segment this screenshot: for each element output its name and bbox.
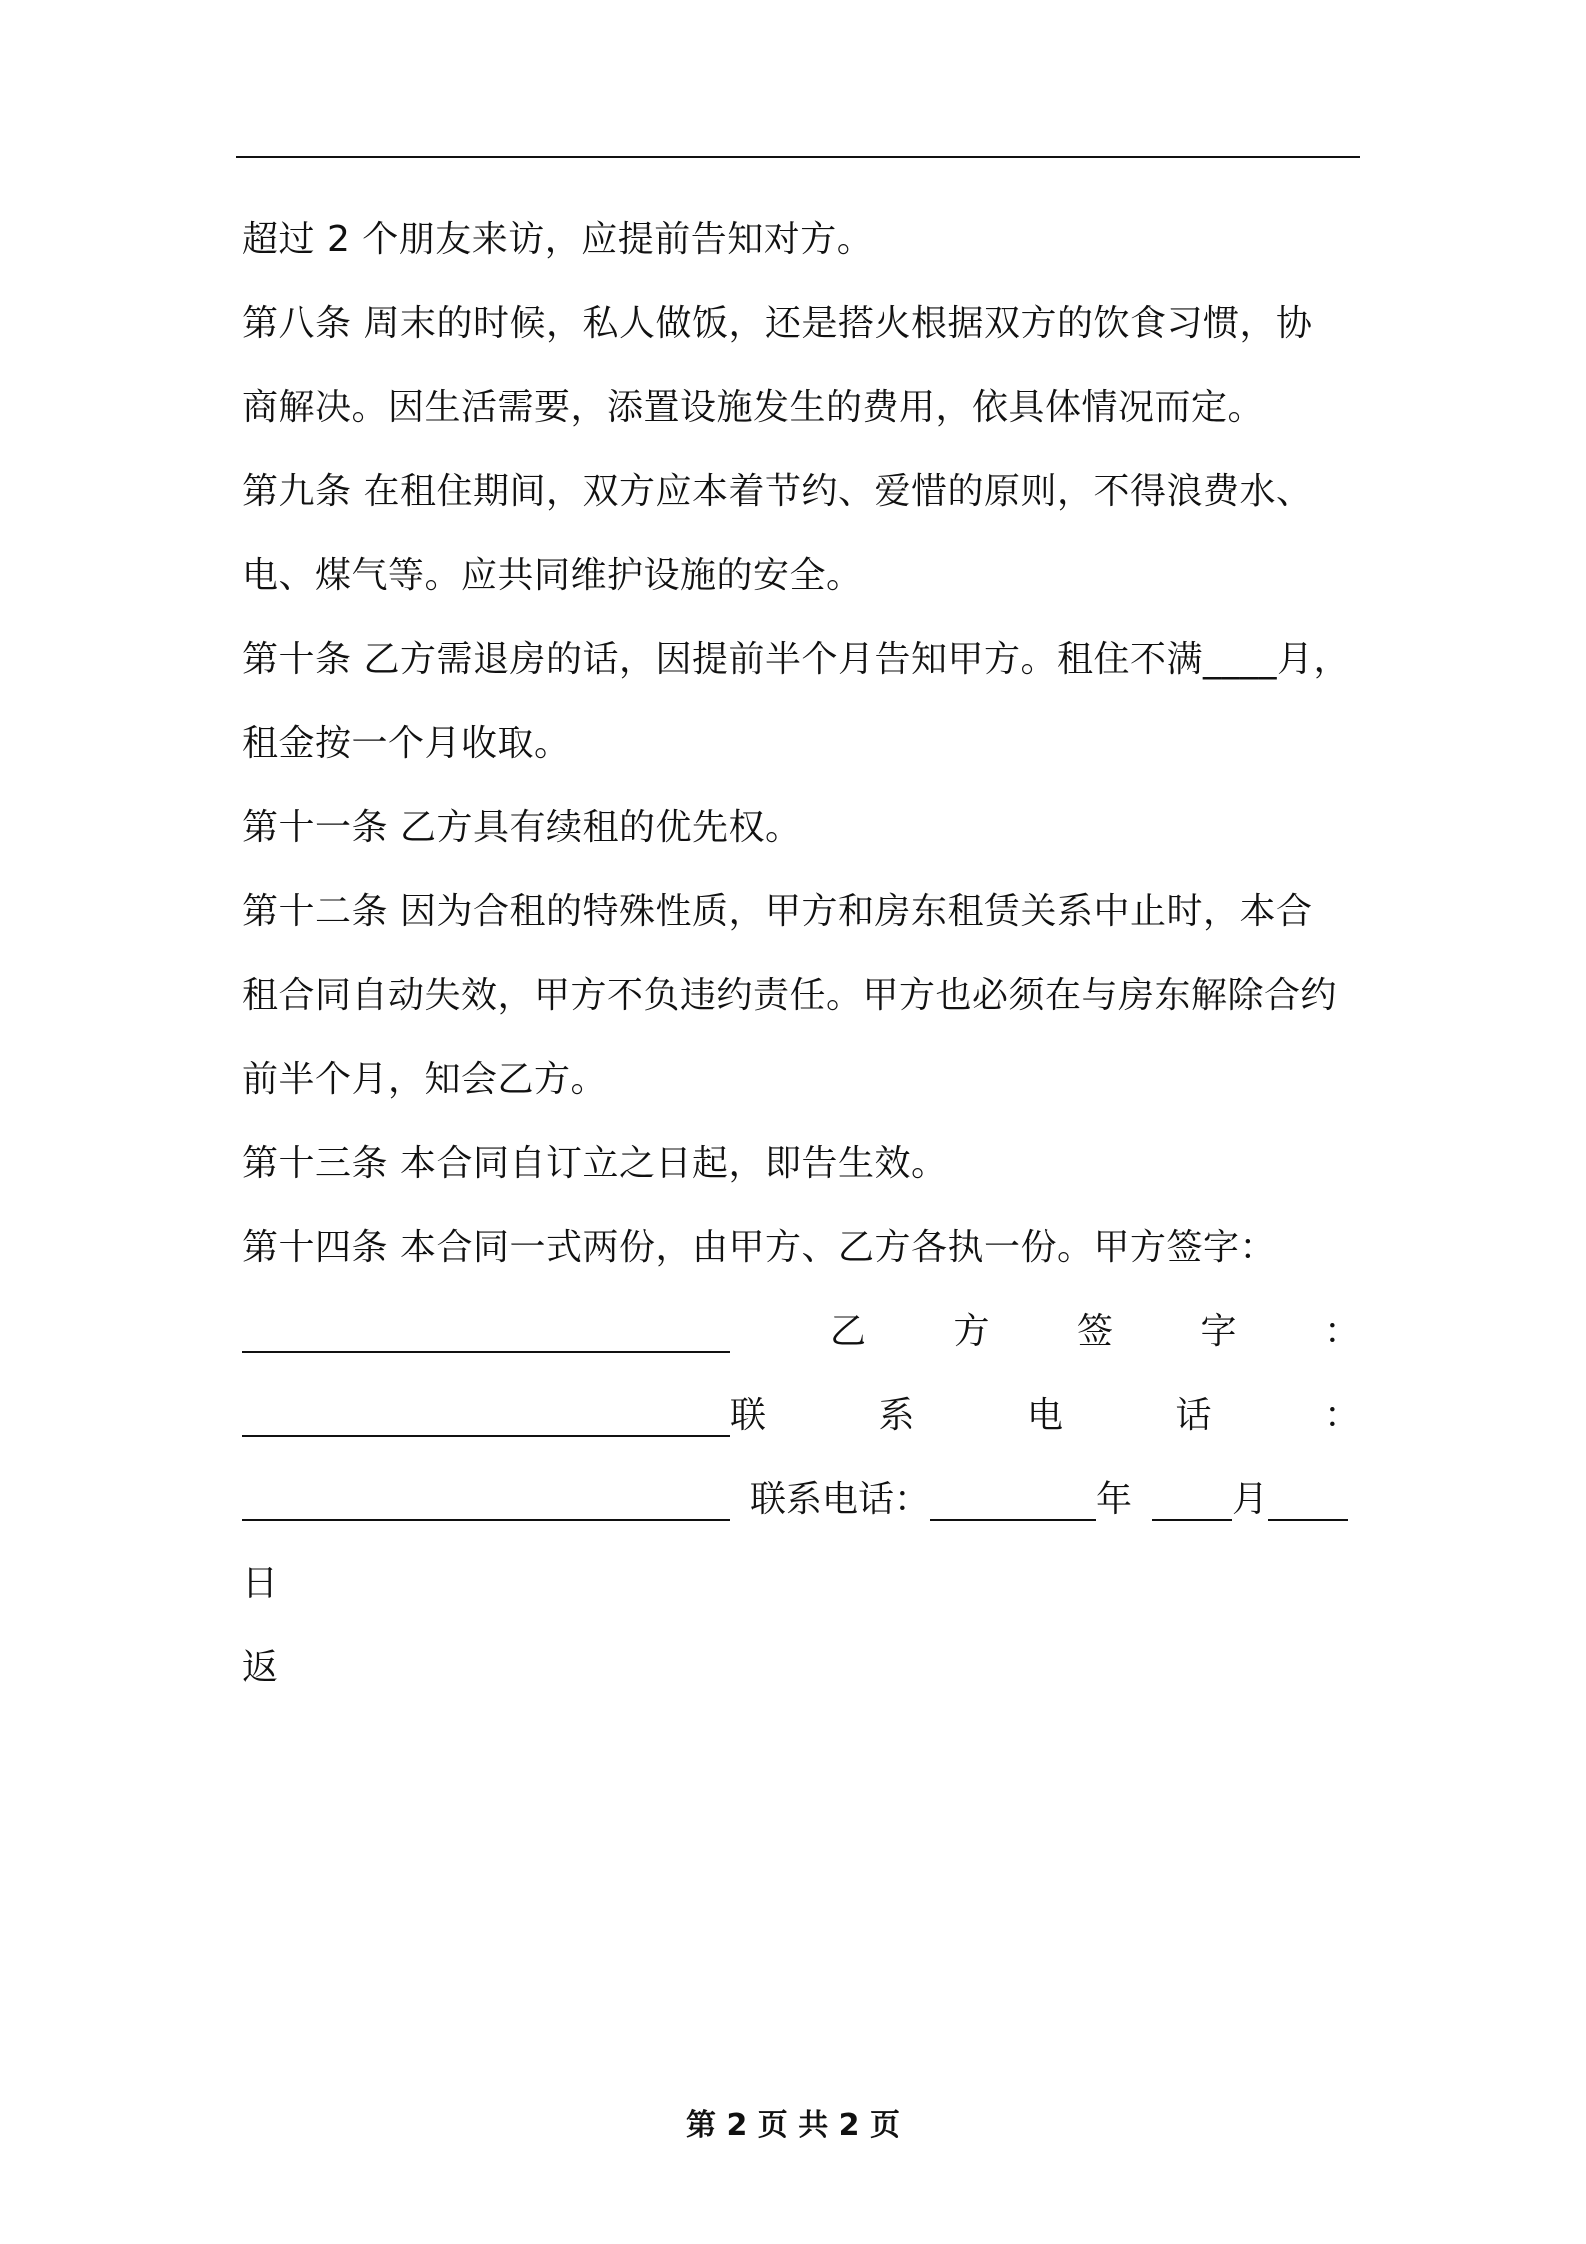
party-b-signature-blank (242, 1395, 730, 1437)
text-line: 第十条 乙方需退房的话，因提前半个月告知甲方。租住不满____月， (242, 639, 1350, 680)
contact-phone-label: 联 系 电 话 ： (730, 1395, 1360, 1436)
party-b-signature-label: 乙 方 签 字 ： (830, 1311, 1360, 1352)
text-line: 电、煤气等。应共同维护设施的安全。 (242, 555, 863, 596)
party-b-signature-line (242, 1290, 1360, 1374)
day-label: 日 (242, 1563, 279, 1604)
year-label: 年 (1096, 1479, 1133, 1520)
text-line: 前半个月，知会乙方。 (242, 1059, 608, 1100)
trailing-text: 返 (242, 1647, 279, 1688)
text-line: 第九条 在租住期间，双方应本着节约、爱惜的原则，不得浪费水、 (242, 471, 1313, 512)
page-number-footer: 第 2 页 共 2 页 (686, 2108, 900, 2143)
contact-phone-blank (242, 1479, 730, 1521)
text-line: 超过 2 个朋友来访，应提前告知对方。 (242, 219, 874, 260)
month-label: 月 (1232, 1479, 1269, 1520)
date-line (242, 1458, 1360, 1542)
text-line: 第十三条 本合同自订立之日起，即告生效。 (242, 1143, 948, 1184)
contract-body (242, 198, 1360, 1710)
text-line: 第十四条 本合同一式两份，由甲方、乙方各执一份。甲方签字： (242, 1227, 1276, 1268)
second-contact-phone-label: 联系电话： (750, 1479, 931, 1520)
text-line: 第八条 周末的时候，私人做饭，还是搭火根据双方的饮食习惯，协 (242, 303, 1313, 344)
text-line: 第十二条 因为合租的特殊性质，甲方和房东租赁关系中止时，本合 (242, 891, 1313, 932)
second-phone-blank (930, 1479, 1096, 1521)
month-blank (1152, 1479, 1232, 1521)
text-line: 第十一条 乙方具有续租的优先权。 (242, 807, 802, 848)
text-line: 商解决。因生活需要，添置设施发生的费用，依具体情况而定。 (242, 387, 1265, 428)
party-a-signature-blank (242, 1311, 730, 1353)
day-blank (1268, 1479, 1348, 1521)
text-line: 租金按一个月收取。 (242, 723, 571, 764)
header-rule (236, 156, 1360, 158)
text-line: 租合同自动失效，甲方不负违约责任。甲方也必须在与房东解除合约 (242, 975, 1338, 1016)
contact-phone-line (242, 1374, 1360, 1458)
